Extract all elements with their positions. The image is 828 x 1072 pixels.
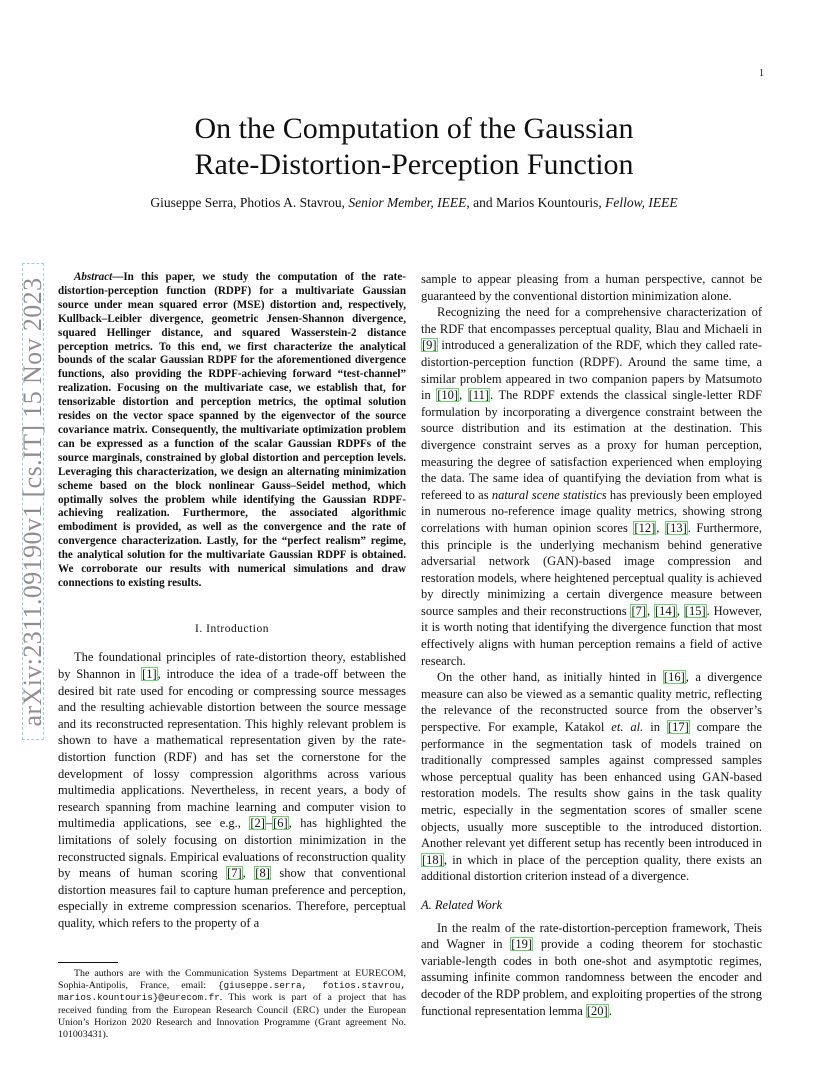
left-column: [58, 271, 406, 932]
section-heading-introduction: I. Introduction: [195, 622, 269, 635]
text-run: show that conventional distortion measures fail to capture human preference and perception, especially in extreme compression scenarios. Therefore, perceptual quality, which refers to the property of a: [58, 866, 407, 930]
text-run: ,: [676, 603, 684, 618]
citation-link[interactable]: [7]: [227, 866, 242, 881]
text-run: ,: [656, 520, 665, 535]
text-run: introduced a generalization of the RDF, which they called rate-distortion-perception function (RDPF). Around the same time, a similar problem appeared in two companion papers by Matsumoto in: [421, 338, 762, 403]
footnote-rule: [58, 962, 118, 963]
citation-link[interactable]: [16]: [663, 670, 685, 685]
citation-link[interactable]: [6]: [273, 816, 288, 831]
text-run: ,: [242, 866, 255, 881]
right-paragraph-3: [421, 920, 762, 1020]
text-run: . However, it is worth noting that identifying the divergence function that most effectively aligns with human perception remains a field of active research.: [421, 603, 763, 668]
text-run: On the other hand, as initially hinted in: [437, 670, 663, 685]
right-paragraph-2: [421, 669, 762, 885]
author-emails[interactable]: {giuseppe.serra, fotios.stavrou, marios.kountouris}@eurecom.fr: [58, 980, 407, 1004]
title-line-1: On the Computation of the Gaussian: [194, 112, 634, 145]
citation-link[interactable]: [15]: [684, 603, 706, 618]
text-run: , has highlighted the limitations of solely focusing on distortion minimization in the reconstructed signals. Empirical evaluations of reconstruction quality by means of human scoring: [58, 816, 407, 881]
author-names-1: Giuseppe Serra, Photios A. Stavrou,: [150, 195, 349, 210]
citation-link[interactable]: [1]: [142, 667, 157, 682]
citation-link[interactable]: [17]: [667, 720, 689, 735]
citation-link[interactable]: [9]: [422, 338, 437, 353]
text-run: . This work is part of a project that has received funding from the European Research Council (ERC) under the European Union’s Horizon 2020 Research and Innovation Programme (Grant agreement No. 101003431).: [58, 992, 406, 1041]
text-run: , a divergence measure can also be viewed as a semantic quality metric, reflecting the relevance of the reconstructed source from the observer’s perspective. For example, Katakol: [421, 670, 763, 735]
abstract: [58, 271, 406, 591]
citation-link[interactable]: [7]: [631, 603, 647, 618]
citation-link[interactable]: [14]: [654, 603, 676, 618]
text-run: In the realm of the rate-distortion-perception framework, Theis and Wagner in: [421, 920, 762, 952]
text-run: Recognizing the need for a comprehensive characterization of the RDF that encompasses perceptual quality, Blau and Michaeli in: [421, 305, 762, 336]
text-run: , in which in place of the perception quality, there exists an additional distortion criterion instead of a divergence.: [421, 852, 762, 884]
arxiv-stamp[interactable]: [18, 263, 47, 740]
text-run: .: [608, 1003, 612, 1018]
intro-paragraph-1: [58, 649, 406, 931]
paper-title: [0, 111, 828, 183]
right-paragraph-0: sample to appear pleasing from a human perspective, cannot be guaranteed by the conventional distortion minimization alone.: [421, 272, 762, 303]
text-run: . The RDPF extends the classical single-letter RDF formulation by incorporating a divergence constraint between the source distribution and its estimation at the destination. This divergence constraint serves as a proxy for human perception, measuring the degree of satisfaction experienced when employing the data. The same idea of quantifying the deviation from what is refereed to as: [421, 388, 763, 502]
text-run: The foundational principles of rate-distortion theory, established by Shannon in: [58, 650, 406, 682]
text-run: ,: [459, 388, 468, 403]
citation-link[interactable]: [18]: [422, 852, 443, 867]
abstract-text: —In this paper, we study the computation of the rate-distortion-perception function (RDPF) for a multivariate Gaussian source under mean squared error (MSE) distortion and, respectively, Kullback–Leibler divergence, geometric Jensen-Shannon divergence, squared Hellinger distance, and squared Wasserstein-2 distance perception metrics. To this end, we first characterize the analytical bounds of the scalar Gaussian RDPF for the aforementioned divergence functions, also providing the RDPF-achieving forward “test-channel” realization. Focusing on the multivariate case, we establish that, for tensorizable distortion and perception metrics, the optimal solution resides on the vector space spanned by the eigenvector of the source covariance matrix. Consequently, the multivariate optimization problem can be expressed as a function of the scalar Gaussian RDPFs of the source marginals, constrained by global distortion and perception levels. Leveraging this characterization, we design an alternating minimization scheme based on the block nonlinear Gauss–Seidel method, which optimally solves the problem while identifying the Gaussian RDPF-achieving realization. Furthermore, the associated algorithmic embodiment is provided, as well as the convergence and the rate of convergence characterization. Lastly, for the “perfect realism” regime, the analytical solution for the multivariate Gaussian RDPF is obtained. We corroborate our results with numerical simulations and draw connections to existing results.: [58, 271, 406, 589]
author-list: [0, 195, 828, 211]
text-run: in: [643, 720, 667, 735]
citation-link[interactable]: [20]: [586, 1003, 608, 1018]
citation-link[interactable]: [12]: [634, 520, 656, 535]
text-run: The authors are with the Communication Systems Department at EURECOM, Sophia-Antipolis, France, email:: [58, 968, 406, 992]
citation-link[interactable]: [11]: [468, 388, 490, 403]
right-paragraph-1: [421, 304, 762, 669]
text-run: –: [265, 816, 273, 831]
text-run: , introduce the idea of a trade-off between the desired bit rate used for encoding or compressing source messages and the resulting achievable distortion between the source message and its reconstructed representation. This highly relevant problem is shown to have a mathematical representation given by the rate-distortion function (RDF) and has set the cornerstone for the development of lossy compression algorithms across various multimedia applications. Nevertheless, in recent years, a body of research spanning from machine learning and computer vision to multimedia applications, see e.g.,: [58, 667, 406, 831]
text-run: . Furthermore, this principle is the underlying mechanism behind generative adversarial network (GAN)-based image compression and restoration models, where heightened perceptual quality is achieved by directly minimizing a certain divergence measure between source samples and their reconstructions: [421, 520, 763, 618]
citation-link[interactable]: [8]: [255, 866, 270, 881]
emphasis-text: natural scene statistics: [491, 487, 607, 502]
text-run: has previously been employed in numerous no-reference image quality metrics, showing strong correlations with human opinion scores: [421, 487, 763, 535]
page-number: 1: [759, 68, 764, 79]
author-names-2: , and Marios Kountouris,: [466, 195, 606, 210]
abstract-label: Abstract: [74, 271, 113, 283]
citation-link[interactable]: [2]: [250, 816, 265, 831]
footnote: [58, 968, 406, 1041]
title-line-2: Rate-Distortion-Perception Function: [194, 148, 634, 181]
author-role-1: Senior Member, IEEE: [348, 195, 467, 210]
arxiv-stamp-text: arXiv:2311.09190v1 [cs.IT] 15 Nov 2023: [18, 277, 47, 726]
text-run: compare the performance in the segmentation task of models trained on traditionally compressed samples against compressed samples whose perceptual quality has been enhanced using GAN-based restoration models. The results show gains in the task quality metric, especially in the segmentation scores of smaller scene objects, usually more susceptible to the introduced distortion. Another relevant yet different setup has recently been introduced in: [421, 720, 762, 851]
citation-link[interactable]: [13]: [665, 520, 687, 535]
author-role-2: Fellow, IEEE: [605, 195, 678, 210]
text-run: ,: [647, 603, 654, 618]
subsection-heading-related-work: A. Related Work: [421, 897, 503, 912]
citation-link[interactable]: [19]: [511, 937, 533, 952]
emphasis-text: et. al.: [611, 720, 644, 735]
text-run: provide a coding theorem for stochastic variable-length codes in both one-shot and asymptotic regimes, assuming infinite common randomness between the encoder and decoder of the RDP problem, and exploiting properties of the strong functional representation lemma: [421, 937, 762, 1018]
citation-link[interactable]: [10]: [437, 388, 459, 403]
right-column: [421, 271, 762, 1019]
